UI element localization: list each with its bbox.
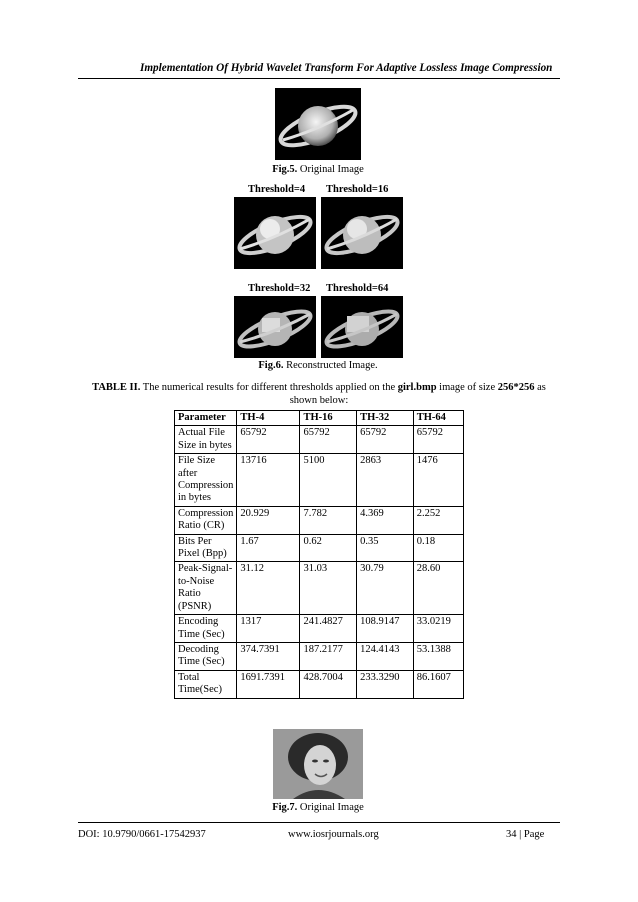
footer-page-number: 34 | Page <box>506 829 545 840</box>
value-cell: 31.03 <box>300 562 357 615</box>
value-cell: 187.2177 <box>300 642 357 670</box>
header-th16: TH-16 <box>300 411 357 426</box>
table-row <box>175 562 464 615</box>
value-cell: 7.782 <box>300 506 357 534</box>
figure5-caption-label: Fig.5. <box>272 164 298 175</box>
figure5-caption <box>258 164 378 175</box>
value-cell: 1476 <box>413 454 463 507</box>
param-name: Compression Ratio (CR) <box>175 506 237 534</box>
header-rule <box>78 78 560 79</box>
figure7-girl-image <box>273 729 363 799</box>
value-cell: 0.18 <box>413 534 463 562</box>
table2-caption <box>78 381 560 407</box>
table2-caption-label: TABLE II. <box>92 382 141 393</box>
header-th32: TH-32 <box>357 411 414 426</box>
table2-caption-size: 256*256 <box>497 382 535 393</box>
table-row <box>175 534 464 562</box>
param-name: Decoding Time (Sec) <box>175 642 237 670</box>
running-header: Implementation Of Hybrid Wavelet Transform For Adaptive Lossless Image Compression <box>140 62 553 74</box>
figure6-saturn-threshold-32 <box>234 296 316 358</box>
value-cell: 1.67 <box>237 534 300 562</box>
value-cell: 33.0219 <box>413 615 463 643</box>
value-cell: 28.60 <box>413 562 463 615</box>
param-name: Total Time(Sec) <box>175 670 237 698</box>
value-cell: 53.1388 <box>413 642 463 670</box>
value-cell: 0.35 <box>357 534 414 562</box>
threshold-label-16: Threshold=16 <box>326 184 389 195</box>
header-th64: TH-64 <box>413 411 463 426</box>
value-cell: 2863 <box>357 454 414 507</box>
threshold-label-64: Threshold=64 <box>326 283 389 294</box>
value-cell: 428.7004 <box>300 670 357 698</box>
table-row <box>175 642 464 670</box>
value-cell: 13716 <box>237 454 300 507</box>
figure6-caption-text: Reconstructed Image. <box>283 360 378 371</box>
param-name: Actual File Size in bytes <box>175 426 237 454</box>
value-cell: 30.79 <box>357 562 414 615</box>
header-th4: TH-4 <box>237 411 300 426</box>
value-cell: 65792 <box>237 426 300 454</box>
value-cell: 124.4143 <box>357 642 414 670</box>
table-row <box>175 454 464 507</box>
param-name: Encoding Time (Sec) <box>175 615 237 643</box>
table2-caption-text: image of size <box>436 382 498 393</box>
value-cell: 5100 <box>300 454 357 507</box>
footer-website: www.iosrjournals.org <box>288 829 379 840</box>
value-cell: 1691.7391 <box>237 670 300 698</box>
value-cell: 65792 <box>357 426 414 454</box>
param-name: File Size after Compression in bytes <box>175 454 237 507</box>
table-header-row <box>175 411 464 426</box>
value-cell: 233.3290 <box>357 670 414 698</box>
figure7-caption <box>258 802 378 813</box>
table-row <box>175 426 464 454</box>
table-row <box>175 670 464 698</box>
figure6-caption-label: Fig.6. <box>258 360 284 371</box>
footer-rule <box>78 822 560 823</box>
param-name: Peak-Signal-to-Noise Ratio (PSNR) <box>175 562 237 615</box>
table2-caption-text: as shown below: <box>289 382 546 406</box>
header-parameter: Parameter <box>175 411 237 426</box>
table-row <box>175 506 464 534</box>
value-cell: 31.12 <box>237 562 300 615</box>
figure5-caption-text: Original Image <box>297 164 364 175</box>
table-row <box>175 615 464 643</box>
value-cell: 374.7391 <box>237 642 300 670</box>
threshold-label-32: Threshold=32 <box>248 283 311 294</box>
value-cell: 108.9147 <box>357 615 414 643</box>
footer-doi: DOI: 10.9790/0661-17542937 <box>78 829 206 840</box>
figure6-saturn-threshold-4 <box>234 197 316 269</box>
figure7-caption-text: Original Image <box>297 802 364 813</box>
table2-caption-text: The numerical results for different thresholds applied on the <box>140 382 398 393</box>
value-cell: 65792 <box>300 426 357 454</box>
value-cell: 0.62 <box>300 534 357 562</box>
value-cell: 241.4827 <box>300 615 357 643</box>
figure7-caption-label: Fig.7. <box>272 802 298 813</box>
value-cell: 4.369 <box>357 506 414 534</box>
figure5-saturn-image <box>275 88 361 160</box>
value-cell: 1317 <box>237 615 300 643</box>
value-cell: 2.252 <box>413 506 463 534</box>
value-cell: 65792 <box>413 426 463 454</box>
param-name: Bits Per Pixel (Bpp) <box>175 534 237 562</box>
figure6-caption <box>248 360 388 371</box>
table2-caption-file: girl.bmp <box>397 382 437 393</box>
value-cell: 86.1607 <box>413 670 463 698</box>
figure6-saturn-threshold-16 <box>321 197 403 269</box>
figure6-saturn-threshold-64 <box>321 296 403 358</box>
threshold-label-4: Threshold=4 <box>248 184 306 195</box>
results-table <box>174 410 464 699</box>
value-cell: 20.929 <box>237 506 300 534</box>
